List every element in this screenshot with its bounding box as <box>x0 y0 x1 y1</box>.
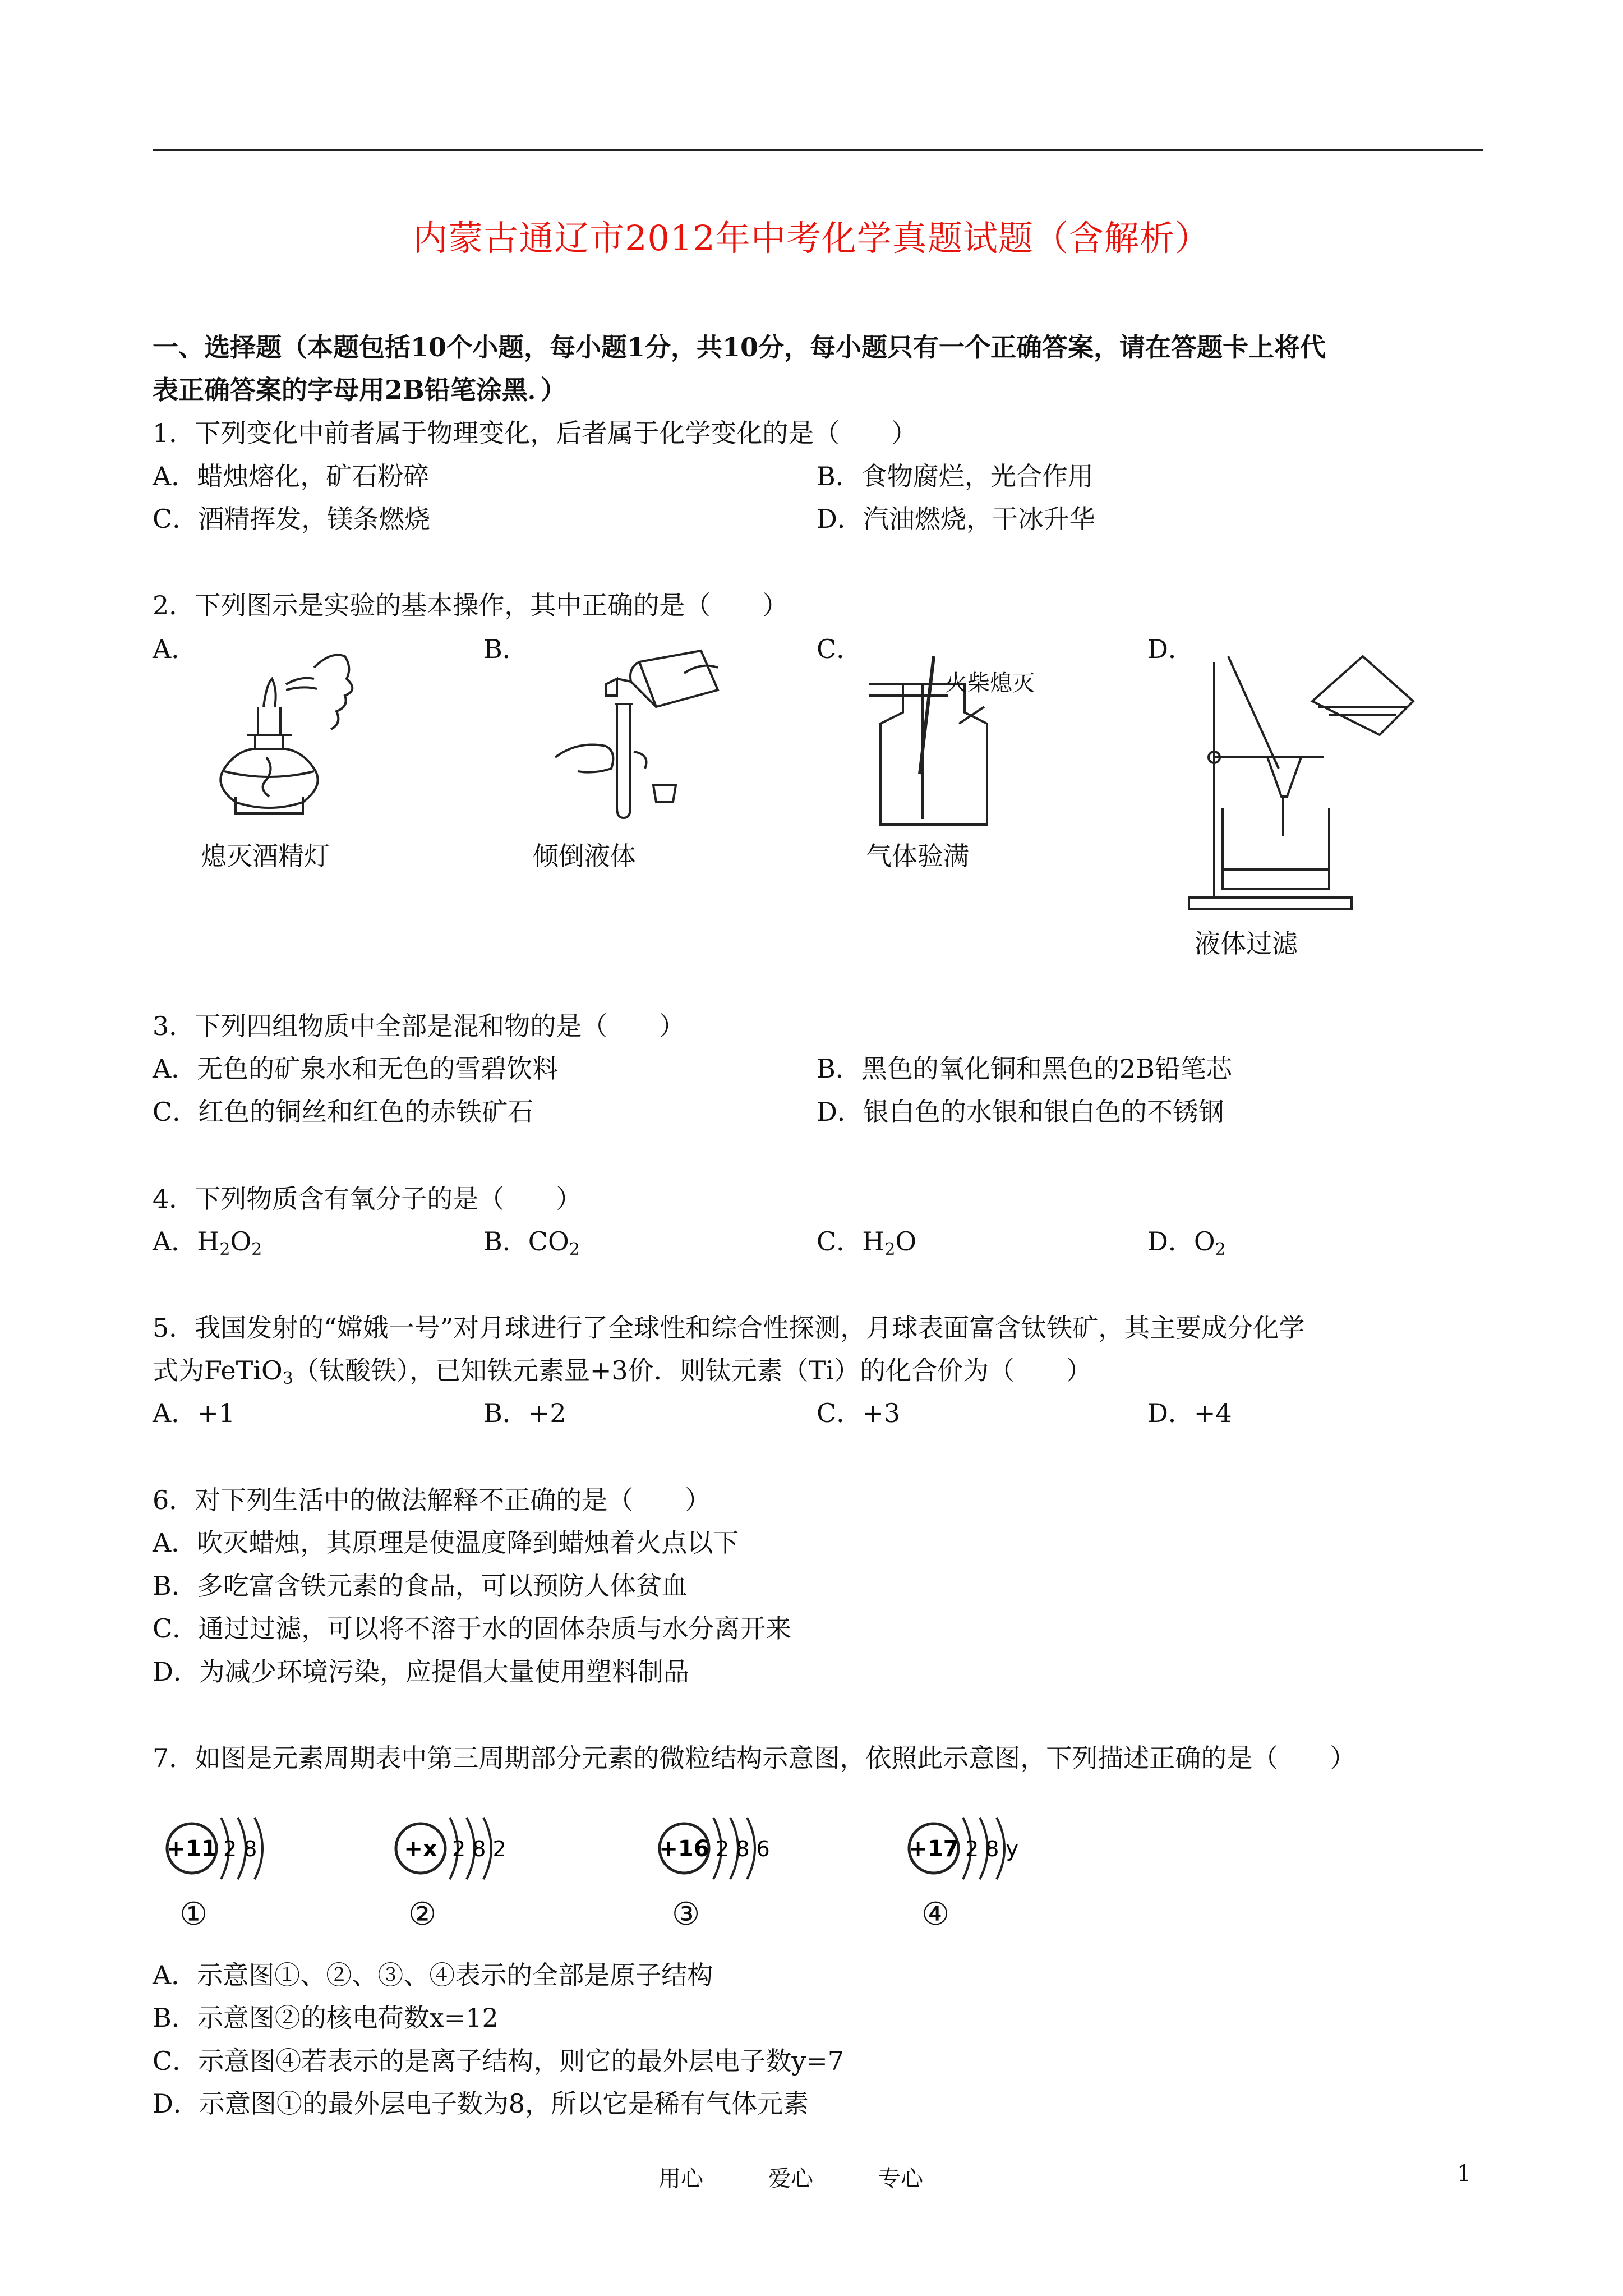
q7-option-c: C．示意图④若表示的是离子结构，则它的最外层电子数y=7 <box>153 2046 844 2076</box>
q2-caption-d: 液体过滤 <box>1195 928 1298 959</box>
atom-diagram-number: ③ <box>672 1896 700 1932</box>
page-number: 1 <box>1457 2161 1472 2187</box>
q4-stem: 4．下列物质含有氧分子的是（ ） <box>153 1184 582 1214</box>
q1-option-a: A．蜡烛熔化，矿石粉碎 <box>153 461 430 491</box>
q3-stem: 3．下列四组物质中全部是混和物的是（ ） <box>153 1011 685 1041</box>
atom-diagram-3 <box>651 1809 785 1888</box>
q7-option-b: B．示意图②的核电荷数x=12 <box>153 2003 499 2033</box>
q3-option-a: A．无色的矿泉水和无色的雪碧饮料 <box>153 1053 559 1084</box>
atom-diagram-4 <box>900 1809 1035 1888</box>
q3-option-c: C．红色的铜丝和红色的赤铁矿石 <box>153 1097 534 1127</box>
nucleus-charge: +x <box>404 1836 437 1862</box>
section-heading-cont: 表正确答案的字母用2B铅笔涂黑．） <box>153 375 566 405</box>
q6-option-d: D．为减少环境污染，应提倡大量使用塑料制品 <box>153 1657 689 1687</box>
q7-stem: 7．如图是元素周期表中第三周期部分元素的微粒结构示意图，依照此示意图，下列描述正确的是（ ） <box>153 1743 1356 1773</box>
atom-diagram-number: ② <box>408 1896 437 1932</box>
q6-option-b: B．多吃富含铁元素的食品，可以预防人体贫血 <box>153 1571 688 1601</box>
q1-option-c: C．酒精挥发，镁条燃烧 <box>153 504 431 534</box>
atom-diagram-1 <box>158 1809 293 1888</box>
header-rule <box>153 149 1483 151</box>
q6-stem: 6．对下列生活中的做法解释不正确的是（ ） <box>153 1485 711 1515</box>
nucleus-charge: +16 <box>659 1836 709 1862</box>
q5-stem-cont: 式为FeTiO$_3$（钛酸铁），已知铁元素显+3价．则钛元素（Ti）的化合价为（ ） <box>153 1355 1092 1388</box>
q2-caption-a: 熄灭酒精灯 <box>201 841 330 871</box>
footer-word-1: 用心 <box>658 2166 703 2192</box>
q2-label-c: 火柴熄灭 <box>945 670 1035 696</box>
filtration-figure <box>1183 651 1441 914</box>
q5-option-a: A．+1 <box>153 1398 236 1428</box>
q1-option-d: D．汽油燃烧，干冰升华 <box>817 504 1095 534</box>
q5-option-c: C．+3 <box>817 1398 901 1428</box>
footer-word-2: 爱心 <box>768 2166 813 2192</box>
footer-word-3: 专心 <box>878 2166 923 2192</box>
nucleus-charge: +11 <box>167 1836 217 1862</box>
electron-shells: 2 8 <box>223 1837 257 1861</box>
q5-option-d: D．+4 <box>1147 1398 1232 1428</box>
q3-option-b: B．黑色的氧化铜和黑色的2B铅笔芯 <box>817 1053 1232 1084</box>
q2-option-a: A． <box>153 634 197 664</box>
q3-option-d: D．银白色的水银和银白色的不锈钢 <box>817 1097 1224 1127</box>
atom-diagram-number: ① <box>179 1896 208 1932</box>
q6-option-a: A．吹灭蜡烛，其原理是使温度降到蜡烛着火点以下 <box>153 1527 739 1558</box>
q2-caption-c: 气体验满 <box>866 841 969 871</box>
atom-diagram-2 <box>387 1809 522 1888</box>
q1-stem: 1．下列变化中前者属于物理变化，后者属于化学变化的是（ ） <box>153 418 917 448</box>
q2-option-c: C． <box>817 634 863 664</box>
q2-stem: 2．下列图示是实验的基本操作，其中正确的是（ ） <box>153 590 789 620</box>
electron-shells: 2 8 y <box>965 1837 1018 1861</box>
q4-option-b: B．$CO_2$ <box>483 1226 580 1259</box>
section-heading: 一、选择题（本题包括10个小题，每小题1分，共10分，每小题只有一个正确答案，请在答题卡上将代 <box>153 332 1326 362</box>
q6-option-c: C．通过过滤，可以将不溶于水的固体杂质与水分离开来 <box>153 1613 792 1644</box>
q7-option-a: A．示意图①、②、③、④表示的全部是原子结构 <box>153 1960 713 1990</box>
pouring-liquid-figure <box>533 639 735 825</box>
alcohol-lamp-figure <box>202 645 370 825</box>
electron-shells: 2 8 2 <box>452 1837 506 1861</box>
q4-option-d: D．$O_2$ <box>1147 1226 1226 1259</box>
q5-option-b: B．+2 <box>483 1398 566 1428</box>
q4-option-c: C．$H_2O$ <box>817 1226 917 1259</box>
page-title: 内蒙古通辽市2012年中考化学真题试题（含解析） <box>413 218 1210 259</box>
nucleus-charge: +17 <box>909 1836 959 1862</box>
q7-option-d: D．示意图①的最外层电子数为8，所以它是稀有气体元素 <box>153 2088 809 2119</box>
atom-diagram-number: ④ <box>921 1896 950 1932</box>
q2-option-b: B． <box>483 634 528 664</box>
q1-option-b: B．食物腐烂，光合作用 <box>817 461 1094 491</box>
q2-option-d: D． <box>1147 634 1194 664</box>
electron-shells: 2 8 6 <box>716 1837 770 1861</box>
q2-caption-b: 倾倒液体 <box>533 841 636 871</box>
q5-stem: 5．我国发射的“嫦娥一号”对月球进行了全球性和综合性探测，月球表面富含钛铁矿，其主要成分化学 <box>153 1313 1305 1343</box>
q4-option-a: A．$H_2O_2$ <box>153 1226 262 1259</box>
